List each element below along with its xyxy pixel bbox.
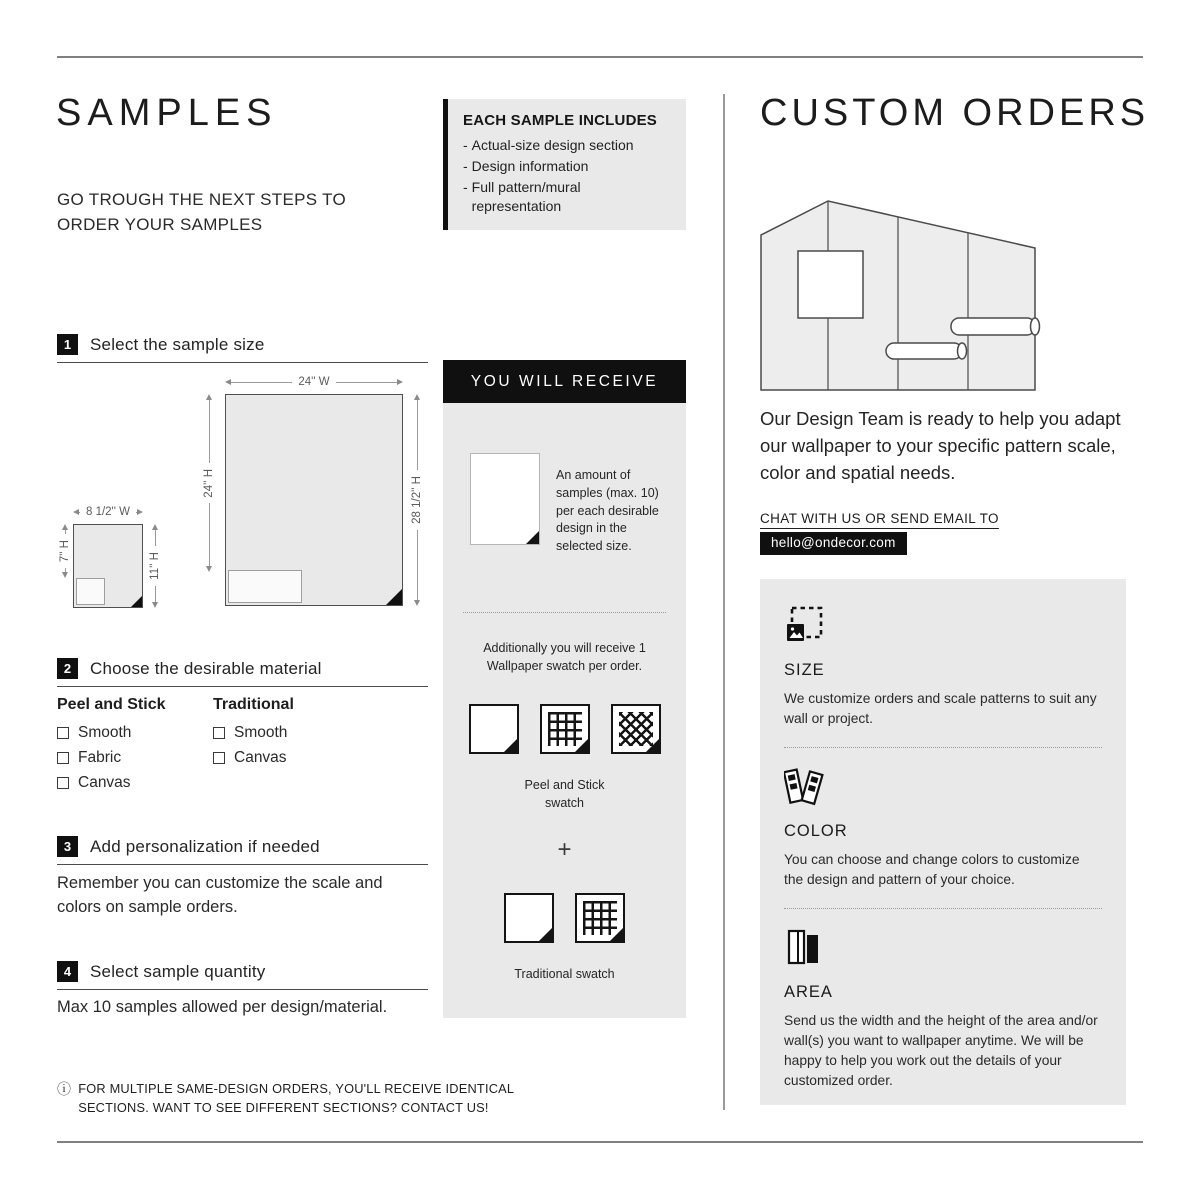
includes-item bbox=[463, 157, 672, 176]
peel-and-stick-title: Peel and Stick bbox=[57, 696, 166, 713]
materials-options bbox=[57, 696, 369, 799]
grid-swatch-icon bbox=[540, 704, 590, 754]
custom-orders-title: CUSTOM ORDERS bbox=[760, 92, 1150, 134]
you-will-receive-header bbox=[443, 360, 686, 403]
grid-swatch-icon bbox=[575, 893, 625, 943]
sample-size-diagram bbox=[57, 370, 447, 622]
peel-swatch-label: Peel and Stick swatch bbox=[524, 778, 605, 810]
large-design-height-dimension bbox=[201, 394, 217, 572]
size-title: SIZE bbox=[784, 661, 825, 679]
dotted-divider bbox=[463, 612, 666, 613]
step-1-number-badge: 1 bbox=[57, 334, 78, 355]
area-text: Send us the width and the height of the area and/or wall(s) you want to wallpaper anytime. We will be happy to help you work out the details of your customized order. bbox=[784, 1013, 1098, 1088]
receive-title: YOU WILL RECEIVE bbox=[470, 372, 659, 390]
step-2-header bbox=[57, 658, 322, 679]
step-4-header bbox=[57, 961, 265, 982]
step-1-header bbox=[57, 334, 264, 355]
step-1-label: Select the sample size bbox=[90, 334, 265, 354]
large-width-dimension bbox=[225, 376, 403, 388]
image-size-icon bbox=[784, 605, 824, 645]
color-text: You can choose and change colors to customize the design and pattern of your choice. bbox=[784, 852, 1080, 887]
checkbox-icon[interactable] bbox=[57, 777, 69, 789]
top-horizontal-rule bbox=[57, 56, 1143, 58]
bottom-horizontal-rule bbox=[57, 1141, 1143, 1143]
large-fold-corner-icon bbox=[386, 589, 402, 605]
bullet: - bbox=[463, 137, 468, 153]
footer-note bbox=[57, 1080, 557, 1117]
quantity-note: Max 10 samples allowed per design/material. bbox=[57, 998, 388, 1016]
fold-corner-icon bbox=[610, 928, 623, 941]
plus-icon: + bbox=[557, 836, 572, 864]
option-label: Canvas bbox=[78, 774, 131, 791]
includes-item-text: Actual-size design section bbox=[471, 137, 634, 153]
option-label: Fabric bbox=[78, 749, 122, 766]
step-2-number-badge: 2 bbox=[57, 658, 78, 679]
step-4-number-badge: 4 bbox=[57, 961, 78, 982]
info-icon: ⓘ bbox=[57, 1081, 72, 1097]
small-fold-corner-icon bbox=[131, 596, 142, 607]
area-title: AREA bbox=[784, 983, 833, 1001]
plain-swatch-icon bbox=[469, 704, 519, 754]
personalization-note: Remember you can customize the scale and colors on sample orders. bbox=[57, 874, 383, 916]
includes-item-text: Full pattern/mural representation bbox=[471, 178, 581, 214]
option-peel-fabric[interactable] bbox=[57, 749, 213, 767]
large-width-label: 24'' W bbox=[298, 376, 330, 388]
large-sample-info-area bbox=[228, 570, 302, 603]
small-width-label: 8 1/2'' W bbox=[85, 506, 131, 518]
step-1-underline bbox=[57, 362, 428, 363]
custom-intro-text: Our Design Team is ready to help you adapt our wallpaper to your specific pattern scale, color and spatial needs. bbox=[760, 408, 1121, 483]
checkbox-icon[interactable] bbox=[213, 752, 225, 764]
footer-note-text: FOR MULTIPLE SAME-DESIGN ORDERS, YOU'LL RECEIVE IDENTICAL SECTIONS. WANT TO SEE DIFFERENT SECTIONS? CONTACT US! bbox=[78, 1081, 514, 1115]
dotted-divider bbox=[784, 747, 1102, 748]
small-sample-rect bbox=[73, 524, 143, 608]
step-3-number-badge: 3 bbox=[57, 836, 78, 857]
checkbox-icon[interactable] bbox=[57, 752, 69, 764]
checkbox-icon[interactable] bbox=[57, 727, 69, 739]
small-design-height-label: 7'' H bbox=[59, 539, 71, 563]
option-peel-canvas[interactable] bbox=[57, 774, 213, 792]
small-full-height-label: 11'' H bbox=[149, 552, 161, 580]
bullet: - bbox=[463, 178, 468, 195]
option-label: Smooth bbox=[234, 724, 288, 741]
includes-item bbox=[463, 178, 672, 216]
step-2-underline bbox=[57, 686, 428, 687]
fold-corner-icon bbox=[504, 739, 517, 752]
peel-and-stick-column bbox=[57, 696, 213, 799]
area-section bbox=[784, 927, 1102, 1091]
samples-page-title: SAMPLES bbox=[56, 92, 278, 134]
wallpaper-rolls-icon bbox=[784, 927, 824, 967]
large-full-height-label: 28 1/2'' H bbox=[411, 476, 423, 524]
samples-amount-row bbox=[443, 403, 686, 556]
dotted-divider bbox=[784, 908, 1102, 909]
color-section bbox=[784, 766, 1102, 890]
step-4-underline bbox=[57, 989, 428, 990]
step-2-label: Choose the desirable material bbox=[90, 658, 322, 678]
option-traditional-smooth[interactable] bbox=[213, 724, 369, 742]
step-3-underline bbox=[57, 864, 428, 865]
checkbox-icon[interactable] bbox=[213, 727, 225, 739]
large-sample-rect bbox=[225, 394, 403, 606]
step-4-label: Select sample quantity bbox=[90, 961, 266, 981]
fold-corner-icon bbox=[575, 739, 588, 752]
option-label: Canvas bbox=[234, 749, 287, 766]
color-title: COLOR bbox=[784, 822, 848, 840]
traditional-swatch-row bbox=[443, 893, 686, 943]
size-text: We customize orders and scale patterns to suit any wall or project. bbox=[784, 691, 1097, 726]
fold-corner-icon bbox=[526, 531, 539, 544]
includes-item bbox=[463, 136, 672, 155]
traditional-title: Traditional bbox=[213, 696, 294, 713]
step-3-label: Add personalization if needed bbox=[90, 836, 320, 856]
small-width-dimension bbox=[73, 506, 143, 518]
plain-swatch-icon bbox=[504, 893, 554, 943]
wallpaper-wall-illustration bbox=[758, 196, 1042, 394]
size-section bbox=[784, 605, 1102, 729]
bullet: - bbox=[463, 157, 468, 174]
sample-sheet-icon bbox=[470, 453, 540, 545]
large-design-height-label: 24'' H bbox=[203, 468, 215, 498]
email-link[interactable]: hello@ondecor.com bbox=[760, 532, 907, 555]
option-peel-smooth[interactable] bbox=[57, 724, 213, 742]
large-full-height-dimension bbox=[409, 394, 425, 606]
custom-orders-panel bbox=[760, 579, 1126, 1105]
vertical-divider bbox=[723, 94, 725, 1110]
traditional-swatch-label: Traditional swatch bbox=[514, 967, 615, 982]
fold-corner-icon bbox=[646, 739, 659, 752]
samples-amount-text: An amount of samples (max. 10) per each desirable design in the selected size. bbox=[556, 468, 659, 553]
includes-title: EACH SAMPLE INCLUDES bbox=[463, 112, 658, 129]
includes-item-text: Design information bbox=[471, 157, 589, 174]
crosshatch-swatch-icon bbox=[611, 704, 661, 754]
each-sample-includes-box bbox=[443, 99, 686, 230]
small-full-height-dimension bbox=[147, 524, 163, 608]
contact-label: CHAT WITH US OR SEND EMAIL TO bbox=[760, 511, 999, 526]
peel-swatch-row bbox=[443, 704, 686, 754]
step-3-header bbox=[57, 836, 320, 857]
small-sample-info-area bbox=[76, 578, 105, 605]
color-swatches-icon bbox=[784, 766, 824, 806]
option-label: Smooth bbox=[78, 724, 132, 741]
fold-corner-icon bbox=[539, 928, 552, 941]
option-traditional-canvas[interactable] bbox=[213, 749, 369, 767]
additional-swatch-text: Additionally you will receive 1 Wallpaper swatch per order. bbox=[483, 640, 646, 673]
you-will-receive-panel bbox=[443, 403, 686, 1018]
traditional-column bbox=[213, 696, 369, 799]
small-design-height-dimension bbox=[57, 524, 73, 578]
samples-intro-text: GO TROUGH THE NEXT STEPS TO ORDER YOUR SAMPLES bbox=[57, 190, 346, 234]
